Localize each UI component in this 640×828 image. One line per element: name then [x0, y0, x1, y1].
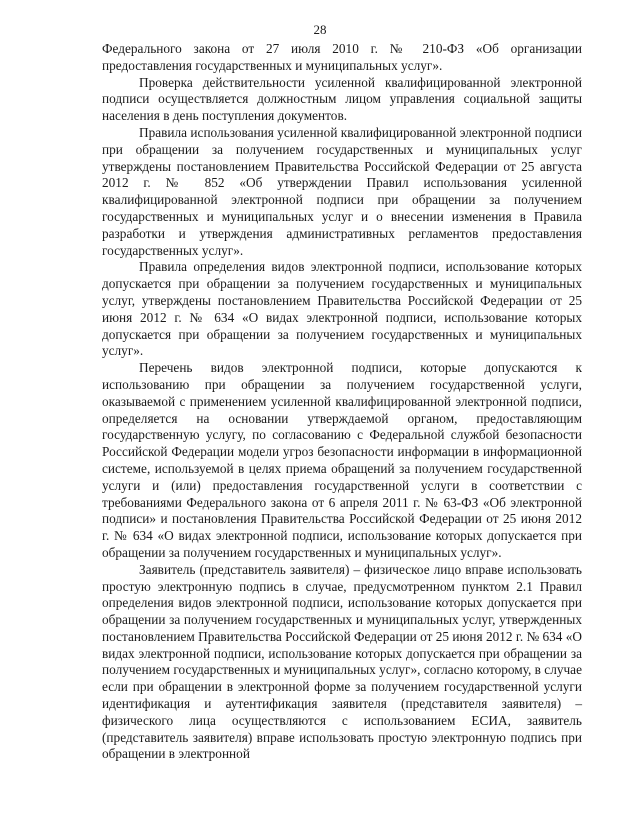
paragraph: Заявитель (представитель заявителя) – физическое лицо вправе использовать простую электронную подпись в случае, предусмотренном пунктом 2.1 Правил определения видов электронной подписи, использование которых допускается при обращении за получением государственных и муниципальных услуг, утвержденных постановлением Правительства Российской Федерации от 25 июня 2012 г. № 634 «О видах электронной подписи, использование которых допускается при обращении за получением государственных и муниципальных услуг», согласно которому, в случае если при обращении в электронной форме за получением государственной услуги идентификация и аутентификация заявителя (представителя заявителя) – физического лица осуществляются с использованием ЕСИА, заявитель (представитель заявителя) вправе использовать простую электронную подпись при обращении в электронной [102, 561, 583, 762]
page-number: 28 [313, 22, 327, 37]
paragraph: Федерального закона от 27 июля 2010 г. № 210-ФЗ «Об организации предоставления государственных и муниципальных услуг». [102, 41, 582, 73]
paragraph: Правила определения видов электронной подписи, использование которых допускается при обращении за получением государственных и муниципальных услуг, утверждены постановлением Правительства Российской Федерации от 25 июня 2012 г. № 634 «О видах электронной подписи, использование которых допускается при обращении за получением государственных и муниципальных услуг». [102, 259, 582, 359]
paragraph: Проверка действительности усиленной квалифицированной электронной подписи осуществляется должностным лицом управления социальной защиты населения в день поступления документов. [102, 74, 582, 124]
paragraph: Правила использования усиленной квалифицированной электронной подписи при обращении за получением государственных и муниципальных услуг утверждены постановлением Правительства Российской Федерации от 25 августа 2012 г. № 852 «Об утверждении Правил использования усиленной квалифицированной электронной подписи при обращении за получением государственных и муниципальных услуг и о внесении изменения в Правила разработки и утверждения административных регламентов предоставления государственных услуг». [102, 124, 582, 258]
document-body [102, 41, 582, 763]
paragraph: Перечень видов электронной подписи, которые допускаются к использованию при обращении за получением государственной услуги, оказываемой с применением усиленной квалифицированной электронной подписи, определяется на основании утверждаемой органом, предоставляющим государственную услугу, по согласованию с Федеральной службой безопасности Российской Федерации модели угроз безопасности информации в информационной системе, используемой в целях приема обращений за получением государственной услуги и (или) предоставления государственной услуги в соответствии с требованиями Федерального закона от 6 апреля 2011 г. № 63-ФЗ «Об электронной подписи» и постановления Правительства Российской Федерации от 25 июня 2012 г. № 634 «О видах электронной подписи, использование которых допускается при обращении за получением государственных и муниципальных услуг». [102, 360, 582, 560]
